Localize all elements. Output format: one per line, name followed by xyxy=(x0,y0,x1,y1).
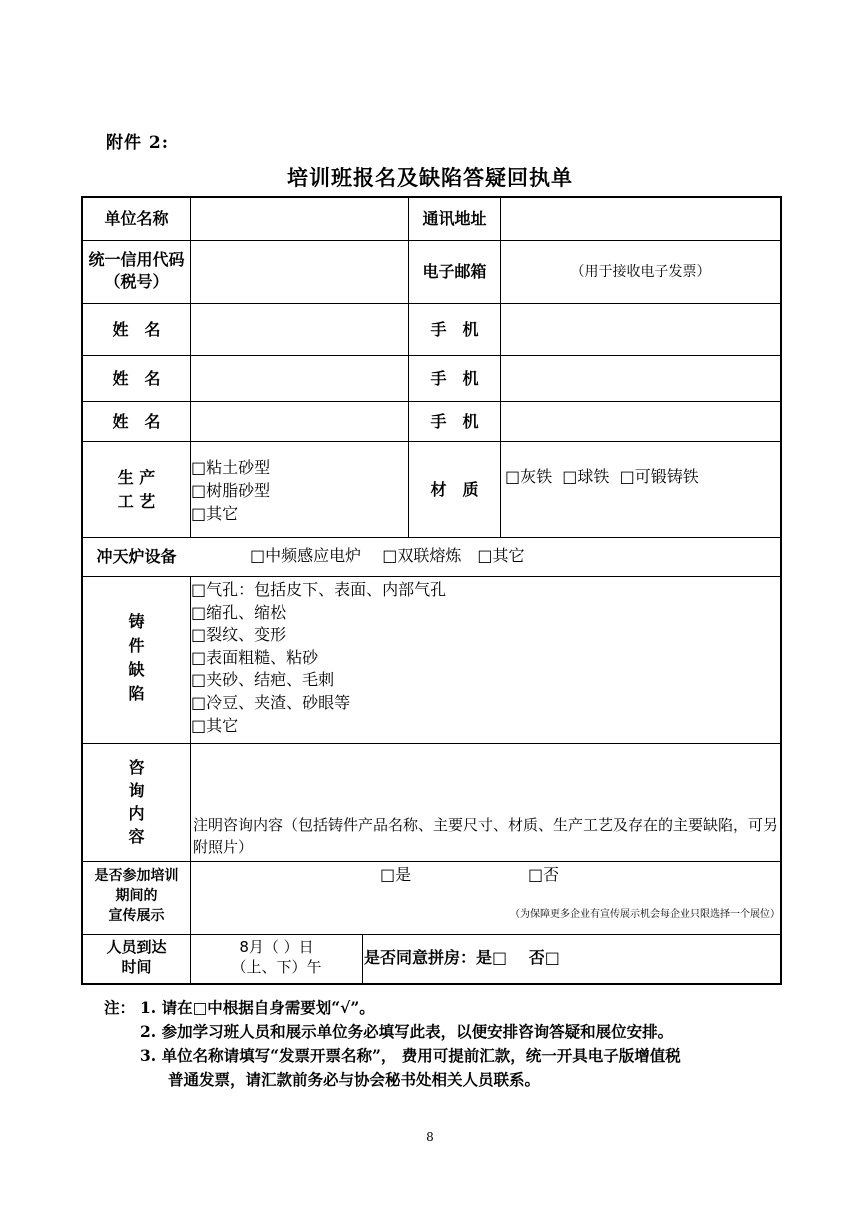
defects-label-char4: 陷 xyxy=(128,684,145,703)
phone-field-1[interactable] xyxy=(501,304,780,355)
consult-label-char3: 内 xyxy=(128,804,145,823)
consult-label-char2: 询 xyxy=(128,781,145,800)
process-options xyxy=(191,456,408,526)
attachment-label: 附件 2: xyxy=(106,133,170,153)
page-number: 8 xyxy=(426,1130,434,1144)
arrival-label-line1: 人员到达 xyxy=(106,938,167,956)
arrival-field[interactable] xyxy=(191,937,362,977)
process-label-line2: 工 艺 xyxy=(117,492,156,511)
defects-label xyxy=(83,610,190,706)
name-label-3: 姓 名 xyxy=(112,411,161,431)
phone-field-3[interactable] xyxy=(501,402,780,441)
form-title: 培训班报名及缺陷答疑回执单 xyxy=(287,166,573,190)
exhibit-label-line2: 期间的 xyxy=(115,888,158,904)
credit-code-label xyxy=(83,241,190,303)
phone-label-3: 手 机 xyxy=(430,411,479,431)
note-3: 3. 单位名称请填写“发票开票名称”， 费用可提前汇款，统一开具电子版增值税 xyxy=(140,1046,681,1065)
name-field-1[interactable] xyxy=(191,304,408,355)
arrival-date: 8月（ ）日 xyxy=(239,938,314,956)
phone-label-2: 手 机 xyxy=(430,368,479,388)
credit-code-field[interactable] xyxy=(191,241,408,303)
arrival-label-line2: 时间 xyxy=(121,958,152,976)
note-3-continued: 普通发票，请汇款前务必与协会秘书处相关人员联系。 xyxy=(168,1070,541,1089)
defects-options xyxy=(191,579,771,741)
process-option-other[interactable]: □其它 xyxy=(191,504,239,523)
defect-option-sand-inclusion[interactable]: □夹砂、结疤、毛刺 xyxy=(191,670,335,690)
exhibit-yes-option[interactable]: □是 xyxy=(380,865,412,884)
exhibit-label-line3: 宣传展示 xyxy=(108,908,165,924)
credit-code-label-line2: （税号） xyxy=(104,272,169,291)
process-option-clay[interactable]: □粘土砂型 xyxy=(191,458,271,477)
material-options[interactable]: □灰铁 □球铁 □可锻铸铁 xyxy=(505,467,699,486)
consult-label xyxy=(83,756,190,848)
process-label xyxy=(83,442,190,537)
note-2: 2. 参加学习班人员和展示单位务必填写此表，以便安排咨询答疑和展位安排。 xyxy=(140,1022,674,1041)
defect-option-cold-shot[interactable]: □冷豆、夹渣、砂眼等 xyxy=(191,692,351,712)
exhibit-no-option[interactable]: □否 xyxy=(528,865,560,884)
consult-label-char4: 容 xyxy=(128,827,145,846)
defects-label-char3: 缺 xyxy=(128,660,145,679)
address-label: 通讯地址 xyxy=(422,209,487,228)
credit-code-label-line1: 统一信用代码 xyxy=(88,250,185,269)
cupola-label: 冲天炉设备 xyxy=(96,547,177,566)
phone-field-2[interactable] xyxy=(501,356,780,401)
arrival-label xyxy=(83,937,190,977)
defect-option-rough-surface[interactable]: □表面粗糙、粘砂 xyxy=(191,647,319,667)
unit-name-field[interactable] xyxy=(191,198,408,240)
defects-label-char1: 铸 xyxy=(128,612,145,631)
arrival-time-of-day: （上、下）午 xyxy=(231,958,322,976)
process-option-resin[interactable]: □树脂砂型 xyxy=(191,481,271,500)
exhibit-label xyxy=(83,866,190,926)
notes-prefix: 注： xyxy=(104,998,136,1017)
room-share-option[interactable]: 是否同意拼房：是□ 否□ xyxy=(364,948,560,967)
material-label: 材 质 xyxy=(430,479,479,499)
defect-option-other[interactable]: □其它 xyxy=(191,715,239,735)
name-label-1: 姓 名 xyxy=(112,319,161,339)
defect-option-crack[interactable]: □裂纹、变形 xyxy=(191,625,287,645)
exhibit-label-line1: 是否参加培训 xyxy=(94,868,179,884)
consult-field[interactable]: 注明咨询内容（包括铸件产品名称、主要尺寸、材质、生产工艺及存在的主要缺陷，可另附照片） xyxy=(193,816,779,856)
process-label-line1: 生 产 xyxy=(117,468,156,487)
name-field-3[interactable] xyxy=(191,402,408,441)
name-label-2: 姓 名 xyxy=(112,368,161,388)
note-1: 1. 请在□中根据自身需要划“√”。 xyxy=(140,998,375,1017)
defect-option-shrinkage[interactable]: □缩孔、缩松 xyxy=(191,602,287,622)
cupola-options[interactable]: □中频感应电炉 □双联熔炼 □其它 xyxy=(250,546,525,565)
name-field-2[interactable] xyxy=(191,356,408,401)
consult-label-char1: 咨 xyxy=(128,758,145,777)
defect-option-gas-hole[interactable]: □气孔：包括皮下、表面、内部气孔 xyxy=(191,580,447,599)
email-label: 电子邮箱 xyxy=(422,262,487,281)
phone-label-1: 手 机 xyxy=(430,319,479,339)
email-field[interactable]: （用于接收电子发票） xyxy=(570,264,711,280)
exhibit-note: （为保障更多企业有宣传展示机会每企业只限选择一个展位） xyxy=(510,909,780,920)
address-field[interactable] xyxy=(501,198,780,240)
unit-name-label: 单位名称 xyxy=(104,209,169,228)
defects-label-char2: 件 xyxy=(128,636,145,655)
